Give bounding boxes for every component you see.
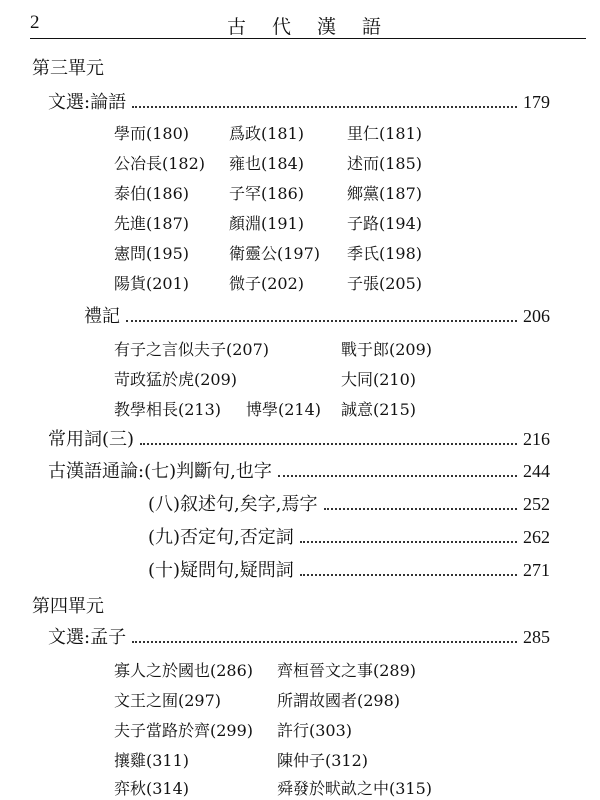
chapter-item[interactable]: 許行(303) [277, 721, 353, 740]
toc-entry-lunyu[interactable] [48, 88, 550, 114]
leader-dots [132, 641, 517, 643]
toc-entry-mengzi[interactable] [48, 623, 550, 649]
chapter-item[interactable]: 子張(205) [347, 274, 423, 293]
chapter-item[interactable]: 弈秋(314) [114, 779, 190, 798]
chapter-item[interactable]: 陳仲子(312) [277, 751, 369, 770]
toc-entry-page: 262 [523, 527, 550, 547]
leader-dots [300, 541, 517, 543]
chapter-item[interactable]: 顏淵(191) [229, 214, 305, 233]
chapter-item[interactable]: 夫子當路於齊(299) [114, 721, 254, 740]
chapter-item[interactable]: 里仁(181) [347, 124, 423, 143]
unit-4-title: 第四單元 [32, 596, 104, 617]
toc-entry-tonglun-7[interactable] [48, 457, 550, 483]
toc-entry-label: 禮記 [84, 306, 120, 327]
chapter-item[interactable]: 先進(187) [114, 214, 190, 233]
toc-entry-page: 206 [523, 306, 550, 326]
toc-entry-label: 文選:論語 [48, 92, 127, 113]
toc-entry-page: 179 [523, 92, 550, 112]
page-header [30, 6, 578, 36]
chapter-item[interactable]: 鄉黨(187) [347, 184, 423, 203]
chapter-item[interactable]: 子罕(186) [229, 184, 305, 203]
chapter-item[interactable]: 齊桓晉文之事(289) [277, 661, 417, 680]
chapter-item[interactable]: 有子之言似夫子(207) [114, 340, 270, 359]
toc-entry-tonglun-9[interactable] [148, 523, 550, 549]
chapter-item[interactable]: 舜發於畎畝之中(315) [277, 779, 433, 798]
toc-entry-page: 244 [523, 461, 550, 481]
leader-dots [278, 475, 517, 477]
toc-entry-label: (九)否定句,否定詞 [148, 527, 294, 548]
chapter-item[interactable]: 苛政猛於虎(209) [114, 370, 238, 389]
toc-entry-label: 常用詞(三) [48, 429, 135, 450]
chapter-item[interactable]: 所謂故國者(298) [277, 691, 401, 710]
leader-dots [132, 106, 517, 108]
chapter-item[interactable]: 教學相長(213) [114, 400, 222, 419]
toc-entry-page: 285 [523, 627, 550, 647]
chapter-item[interactable]: 公冶長(182) [114, 154, 206, 173]
chapter-item[interactable]: 陽貨(201) [114, 274, 190, 293]
leader-dots [300, 574, 517, 576]
chapter-item[interactable]: 述而(185) [347, 154, 423, 173]
chapter-item[interactable]: 大同(210) [341, 370, 417, 389]
chapter-item[interactable]: 爲政(181) [229, 124, 305, 143]
unit-3-title: 第三單元 [32, 58, 104, 79]
chapter-item[interactable]: 誠意(215) [341, 400, 417, 419]
chapter-item[interactable]: 文王之囿(297) [114, 691, 222, 710]
toc-entry-label: (八)叙述句,矣字,焉字 [148, 494, 318, 515]
toc-entry-tonglun-8[interactable] [148, 490, 550, 516]
toc-entry-label: (十)疑問句,疑問詞 [148, 560, 294, 581]
toc-entry-page: 216 [523, 429, 550, 449]
chapter-item[interactable]: 衛靈公(197) [229, 244, 321, 263]
chapter-item[interactable]: 雍也(184) [229, 154, 305, 173]
header-rule [30, 38, 586, 39]
chapter-item[interactable]: 憲問(195) [114, 244, 190, 263]
chapter-item[interactable]: 泰伯(186) [114, 184, 190, 203]
chapter-item[interactable]: 攘雞(311) [114, 751, 190, 770]
leader-dots [324, 508, 518, 510]
chapter-item[interactable]: 學而(180) [114, 124, 190, 143]
toc-entry-tonglun-10[interactable] [148, 556, 550, 582]
toc-entry-label: 文選:孟子 [48, 627, 127, 648]
toc-entry-liji[interactable] [84, 302, 550, 328]
chapter-item[interactable]: 博學(214) [246, 400, 322, 419]
leader-dots [140, 443, 517, 445]
chapter-item[interactable]: 寡人之於國也(286) [114, 661, 254, 680]
chapter-item[interactable]: 季氏(198) [347, 244, 423, 263]
chapter-item[interactable]: 微子(202) [229, 274, 305, 293]
leader-dots [126, 320, 517, 322]
chapter-item[interactable]: 子路(194) [347, 214, 423, 233]
chapter-item[interactable]: 戰于郎(209) [341, 340, 433, 359]
running-title: 古代漢語 [226, 16, 407, 38]
toc-entry-page: 271 [523, 560, 550, 580]
toc-entry-changyongci[interactable] [48, 425, 550, 451]
toc-entry-page: 252 [523, 494, 550, 514]
page-number: 2 [30, 12, 40, 33]
toc-entry-label: 古漢語通論:(七)判斷句,也字 [48, 461, 272, 482]
